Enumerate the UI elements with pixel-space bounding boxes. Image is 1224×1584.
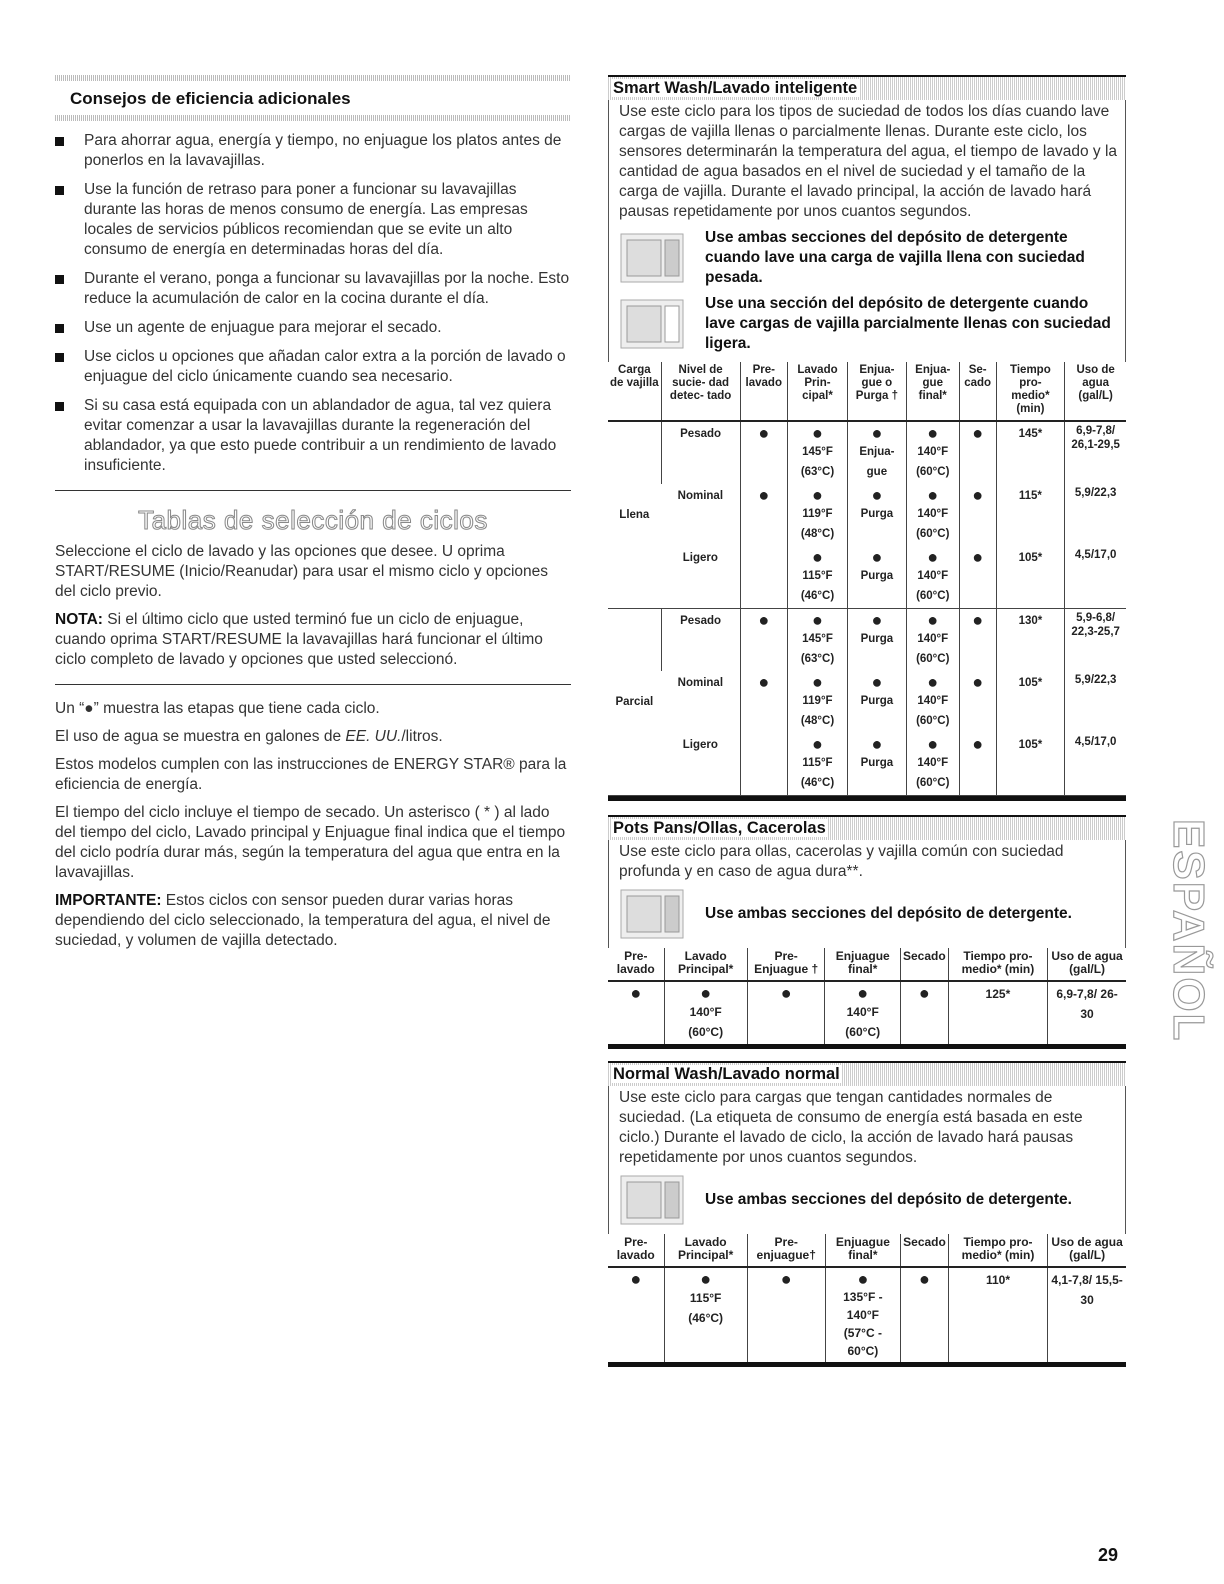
stage-dot: ● [812, 672, 823, 692]
time-cell: 110* [948, 1267, 1047, 1362]
wash-temp: 145°F [802, 446, 833, 458]
col-header: Enjua- gue o Purga † [848, 362, 907, 421]
stage-dot: ● [700, 983, 712, 1003]
main-wash-cell [664, 1267, 747, 1362]
wash-temp-c: (46°C) [688, 1311, 724, 1325]
section-title: Tablas de selección de ciclos [138, 505, 488, 535]
stage-dot: ● [812, 734, 823, 754]
left-column [55, 75, 571, 959]
detergent-dispenser-one-icon [619, 298, 685, 350]
main-wash-cell [787, 546, 847, 609]
stage-dot: ● [918, 983, 930, 1003]
dry-cell [959, 733, 996, 796]
main-wash-cell [787, 671, 847, 733]
final-temp: 140°F [846, 1005, 879, 1019]
level-cell [661, 671, 740, 733]
col-header: Enjuague final* [825, 948, 901, 981]
detergent-both-row [619, 888, 1119, 940]
water-text: 5,9/22,3 [1074, 674, 1117, 686]
rinse-cell [848, 484, 907, 546]
rinse-text: Purga [860, 508, 894, 520]
main-wash-cell [787, 421, 847, 484]
prewash-cell [740, 421, 787, 484]
final-rinse-cell [906, 421, 959, 484]
side-tab-text: ESPAÑOL [1164, 819, 1213, 1043]
wash-temp-c: (48°C) [800, 715, 835, 727]
stage-dot: ● [812, 610, 823, 630]
note-text [55, 610, 571, 670]
list-item: Durante el verano, ponga a funcionar su lavavajillas por la noche. Esto reduce la acumulación de calor en la cocina durante el día. [55, 269, 571, 309]
water-text: 5,9-6,8/ 22,3-25,7 [1071, 612, 1120, 638]
stage-dot: ● [812, 485, 823, 505]
wash-temp-c: (60°C) [688, 1025, 724, 1039]
main-wash-cell [787, 609, 847, 672]
wash-temp: 115°F [802, 757, 833, 769]
water-cell [1065, 671, 1126, 733]
rinse-text: Purga [860, 757, 894, 769]
pots-pans-box [608, 840, 1126, 948]
rinse-cell [848, 546, 907, 609]
final-rinse-cell [906, 671, 959, 733]
level-text: Nominal [677, 490, 724, 502]
dry-cell [959, 609, 996, 672]
water-text-em: EE. UU. [345, 728, 402, 745]
water-cell [1065, 546, 1126, 609]
final-temp: 140°F [917, 633, 949, 645]
time-cell [996, 733, 1065, 796]
list-item: Use un agente de enjuague para mejorar el secado. [55, 318, 571, 338]
level-text: Pesado [680, 428, 722, 440]
stage-dot: ● [927, 672, 939, 692]
wash-temp: 115°F [689, 1291, 722, 1305]
final-temp-c: (60°C) [916, 777, 950, 789]
col-header: Pre- enjuague† [747, 1234, 825, 1267]
stage-dot: ● [927, 547, 939, 567]
wash-temp-c: (63°C) [800, 653, 835, 665]
level-text: Ligero [682, 739, 718, 751]
pots-pans-table [608, 948, 1126, 1044]
main-wash-cell [664, 981, 747, 1044]
smart-wash-table [608, 362, 1126, 796]
level-text: Pesado [680, 615, 722, 627]
detergent-both-row [619, 1174, 1119, 1226]
normal-wash-table [608, 1234, 1126, 1362]
stage-dot: ● [758, 423, 770, 443]
main-wash-cell [787, 733, 847, 796]
wash-temp-c: (46°C) [800, 777, 835, 789]
stage-dot: ● [700, 1269, 712, 1289]
normal-wash-title-text: Normal Wash/Lavado normal [613, 1065, 840, 1083]
col-header: Pre- lavado [616, 949, 655, 976]
dry-cell [901, 1267, 949, 1362]
wash-temp: 115°F [802, 570, 833, 582]
table-row [608, 609, 1126, 672]
time-text: 145* [1018, 428, 1043, 440]
dry-cell [959, 671, 996, 733]
final-temp-c: (60°C) [916, 466, 950, 478]
tips-title: Consejos de eficiencia adicionales [70, 89, 351, 108]
final-temp-c: (60°C) [916, 590, 950, 602]
water-cell [1065, 609, 1126, 672]
smart-wash-title-text: Smart Wash/Lavado inteligente [613, 79, 858, 97]
hatch-rule [55, 75, 571, 81]
final-temp: 135°F - 140°F [843, 1290, 883, 1322]
final-temp: 140°F [917, 508, 949, 520]
stage-dot: ● [972, 672, 984, 692]
load-cell: Llena [619, 509, 650, 521]
stage-dot: ● [927, 423, 939, 443]
energy-star-text: Estos modelos cumplen con las instrucciones de ENERGY STAR® para la eficiencia de energía. [55, 756, 567, 793]
stage-dot: ● [758, 610, 770, 630]
level-cell [661, 733, 740, 796]
important-body: Estos ciclos con sensor pueden durar varias horas dependiendo del ciclo seleccionado, la temperatura del agua, el nivel de suciedad, y volumen de vajilla detectado. [55, 892, 551, 949]
stage-dot: ● [927, 610, 939, 630]
table-row [608, 421, 1126, 484]
stage-dot: ● [812, 547, 823, 567]
main-wash-cell [787, 484, 847, 546]
stage-dot: ● [871, 423, 883, 443]
wash-temp: 140°F [689, 1005, 722, 1019]
rinse-text: Purga [860, 695, 894, 707]
col-header: Se- cado [959, 362, 996, 421]
time-text: 105* [1018, 552, 1043, 564]
water-text-post: /litros. [401, 728, 443, 745]
col-header: Tiempo pro- medio* (min) [996, 362, 1065, 421]
rinse-text: Enjua- [859, 446, 895, 458]
note-body: Si el último ciclo que usted terminó fue un ciclo de enjuague, cuando oprima START/RESUME la lavavajillas hará funcionar el último ciclo completo de lavado y opciones que usted seleccionó. [55, 611, 543, 668]
cycle-time-text: El tiempo del ciclo incluye el tiempo de secado. Un asterisco ( * ) al lado del tiempo del ciclo, Lavado principal y Enjuague final indica que el tiempo del ciclo podría durar más, según la temperatura del agua que entra en la lavavajillas. [55, 804, 566, 881]
hatch-rule [55, 115, 571, 121]
final-temp: 140°F [917, 446, 949, 458]
pots-pans-desc: Use este ciclo para ollas, cacerolas y vajilla común con suciedad profunda y en caso de agua dura**. [619, 843, 1064, 880]
tips-list [55, 131, 571, 476]
smart-wash-table-body [608, 421, 1126, 796]
table-row [608, 733, 1126, 796]
stage-dot: ● [780, 983, 792, 1003]
stage-dot: ● [857, 1269, 869, 1289]
detergent-one-text: Use una sección del depósito de detergente cuando lave cargas de vajilla parcialmente llenas con suciedad ligera. [705, 295, 1111, 352]
time-cell [996, 671, 1065, 733]
final-rinse-cell [906, 546, 959, 609]
stage-dot: ● [972, 423, 984, 443]
stage-dot: ● [927, 485, 939, 505]
water-cell: 4,1-7,8/ 15,5-30 [1048, 1267, 1126, 1362]
time-cell [996, 609, 1065, 672]
time-cell [996, 484, 1065, 546]
divider [55, 684, 571, 685]
prewash-cell [740, 733, 787, 796]
time-cell: 125* [948, 981, 1047, 1044]
page-number: 29 [1098, 1545, 1119, 1565]
water-cell [1065, 421, 1126, 484]
wash-temp: 119°F [802, 695, 833, 707]
level-cell [661, 484, 740, 546]
legend-text: Un “●” muestra las etapas que tiene cada ciclo. [55, 700, 380, 717]
time-cell [996, 421, 1065, 484]
divider [55, 490, 571, 491]
stage-dot: ● [871, 734, 883, 754]
smart-wash-box [608, 100, 1126, 362]
final-temp-c: (60°C) [845, 1025, 881, 1039]
detergent-dispenser-full-icon [619, 888, 685, 940]
wash-temp: 119°F [802, 508, 833, 520]
rinse-cell [848, 671, 907, 733]
stage-dot: ● [857, 983, 869, 1003]
table-row [608, 981, 1126, 1044]
rinse-cell [848, 609, 907, 672]
table-row [608, 1267, 1126, 1362]
time-text: 130* [1018, 615, 1043, 627]
col-header: Uso de agua (gal/L) [1048, 1234, 1126, 1267]
stage-dot: ● [972, 734, 984, 754]
normal-wash-title [608, 1061, 1126, 1086]
final-temp-c: (57°C - 60°C) [843, 1326, 882, 1358]
stage-dot: ● [812, 423, 823, 443]
stage-dot: ● [972, 610, 984, 630]
section-end-bar [608, 1362, 1126, 1367]
prewash-cell [740, 484, 787, 546]
load-cell: Parcial [615, 696, 654, 708]
final-temp: 140°F [917, 757, 949, 769]
prewash-cell [740, 546, 787, 609]
final-temp-c: (60°C) [916, 715, 950, 727]
list-item: Use ciclos u opciones que añadan calor extra a la porción de lavado o enjuague del ciclo únicamente cuando sea necesario. [55, 347, 571, 387]
stage-dot: ● [630, 983, 642, 1003]
wash-temp: 145°F [802, 633, 833, 645]
col-header: Pre- Enjuague † [747, 948, 825, 981]
normal-wash-desc: Use este ciclo para cargas que tengan cantidades normales de suciedad. (La etiqueta de consumo de energía está basada en este ciclo.) Durante el lavado de ciclo, la acción de lavado hará pausas repetidamente por unos cuantos segundos. [619, 1089, 1083, 1166]
stage-dot: ● [972, 547, 984, 567]
col-header: Uso de agua (gal/L) [1048, 948, 1126, 981]
col-header: Nivel de sucie- dad detec- tado [661, 362, 740, 421]
detergent-both-text: Use ambas secciones del depósito de detergente. [705, 905, 1072, 922]
water-text: 4,5/17,0 [1074, 549, 1117, 561]
water-text: 6,9-7,8/ 26,1-29,5 [1071, 425, 1120, 451]
stage-dot: ● [927, 734, 939, 754]
list-item: Use la función de retraso para poner a funcionar su lavavajillas durante las horas de menos consumo de energía. Las empresas locales de servicios públicos recomiendan que se evite un alto consumo de energía en determinadas horas del día. [55, 180, 571, 260]
col-header: Carga de vajilla [610, 364, 659, 389]
prewash-cell [608, 981, 664, 1044]
final-temp: 140°F [917, 570, 949, 582]
stage-dot: ● [630, 1269, 642, 1289]
pots-pans-title-text: Pots Pans/Ollas, Cacerolas [613, 819, 826, 837]
normal-wash-box [608, 1086, 1126, 1234]
pots-pans-title [608, 815, 1126, 840]
water-cell [1065, 484, 1126, 546]
final-rinse-cell [906, 609, 959, 672]
level-cell [661, 421, 740, 484]
final-rinse-cell [906, 733, 959, 796]
col-header: Secado [901, 1234, 949, 1267]
final-temp-c: (60°C) [916, 528, 950, 540]
rinse-cell [848, 421, 907, 484]
col-header: Uso de agua (gal/L) [1065, 362, 1126, 421]
important-label: IMPORTANTE: [55, 892, 162, 909]
water-cell [1065, 733, 1126, 796]
stage-dot: ● [871, 547, 883, 567]
time-cell [996, 546, 1065, 609]
col-header: Secado [900, 948, 948, 981]
prewash-cell [608, 1267, 664, 1362]
water-text [55, 727, 571, 747]
rinse-text-2: gue [866, 466, 888, 478]
final-rinse-cell [906, 484, 959, 546]
final-rinse-cell [825, 1267, 901, 1362]
stage-dot: ● [758, 672, 770, 692]
stage-dot: ● [919, 1269, 930, 1289]
final-temp-c: (60°C) [916, 653, 950, 665]
time-text: 105* [1018, 677, 1043, 689]
note-label: NOTA: [55, 611, 103, 628]
time-text: 115* [1018, 490, 1042, 502]
table-row [608, 546, 1126, 609]
detergent-both-text: Use ambas secciones del depósito de detergente. [705, 1191, 1072, 1208]
right-column [608, 75, 1126, 1367]
col-header: Tiempo pro- medio* (min) [948, 948, 1047, 981]
stage-dot: ● [972, 485, 984, 505]
water-text: 5,9/22,3 [1074, 487, 1117, 499]
dry-cell [959, 484, 996, 546]
water-text-pre: El uso de agua se muestra en galones de [55, 728, 346, 745]
intro-text: Seleccione el ciclo de lavado y las opciones que desee. U oprima START/RESUME (Inicio/Reanudar) para usar el mismo ciclo y opciones del ciclo previo. [55, 543, 549, 600]
wash-temp-c: (63°C) [800, 466, 835, 478]
col-header: Tiempo pro- medio* (min) [948, 1234, 1047, 1267]
stage-dot: ● [780, 1269, 792, 1289]
prewash-cell [740, 609, 787, 672]
wash-temp-c: (48°C) [800, 528, 835, 540]
col-header: Pre- lavado [740, 362, 787, 421]
smart-wash-desc: Use este ciclo para los tipos de suciedad de todos los días cuando lave cargas de vajilla llenas o parcialmente llenas. Durante este ciclo, los sensores determinarán la temperatura del agua, el tiempo de lavado y la cantidad de agua basados en el nivel de suciedad y el tamaño de la carga de vajilla. Durante el lavado principal, la acción de lavado hará pausas repetidamente por unos cuantos segundos. [619, 103, 1118, 220]
rinse-text: Purga [860, 570, 894, 582]
detergent-dispenser-full-icon [619, 1174, 685, 1226]
detergent-one-row [619, 294, 1119, 354]
prewash-cell [740, 671, 787, 733]
prerinse-cell [747, 981, 825, 1044]
time-text: 105* [1018, 739, 1043, 751]
col-header: Enjua- gue final* [906, 362, 959, 421]
col-header: Lavado Principal* [664, 1234, 747, 1267]
detergent-dispenser-full-icon [619, 232, 685, 284]
water-text: 4,5/17,0 [1074, 736, 1117, 748]
rinse-cell [848, 733, 907, 796]
list-item: Si su casa está equipada con un ablandador de agua, tal vez quiera evitar comenzar a usar la lavavajillas durante la regeneración del ablandador, ya que esto puede contribuir a un rendimiento de lavado insuficiente. [55, 396, 571, 476]
col-header: Lavado Prin- cipal* [787, 362, 847, 421]
level-text: Nominal [677, 677, 724, 689]
stage-dot: ● [758, 485, 770, 505]
level-cell [661, 546, 740, 609]
final-temp: 140°F [917, 695, 949, 707]
dry-cell [959, 546, 996, 609]
col-header: Lavado Principal* [664, 948, 747, 981]
stage-dot: ● [871, 485, 883, 505]
important-text [55, 891, 571, 951]
level-cell [661, 609, 740, 672]
col-header: Enjuague final* [825, 1234, 901, 1267]
final-rinse-cell [825, 981, 901, 1044]
prerinse-cell [747, 1267, 825, 1362]
detergent-both-row [619, 228, 1119, 288]
dry-cell [959, 421, 996, 484]
col-header: Pre- lavado [616, 1235, 655, 1262]
detergent-both-text: Use ambas secciones del depósito de detergente cuando lave una carga de vajilla llena con suciedad pesada. [705, 229, 1085, 286]
dry-cell [900, 981, 948, 1044]
language-side-tab [1138, 815, 1213, 1060]
table-row [608, 671, 1126, 733]
stage-dot: ● [871, 672, 883, 692]
smart-wash-title [608, 75, 1126, 100]
water-cell: 6,9-7,8/ 26-30 [1048, 981, 1126, 1044]
list-item: Para ahorrar agua, energía y tiempo, no enjuague los platos antes de ponerlos en la lavavajillas. [55, 131, 571, 171]
level-text: Ligero [682, 552, 718, 564]
stage-dot: ● [871, 610, 883, 630]
rinse-text: Purga [860, 633, 894, 645]
table-row [608, 484, 1126, 546]
wash-temp-c: (46°C) [800, 590, 835, 602]
